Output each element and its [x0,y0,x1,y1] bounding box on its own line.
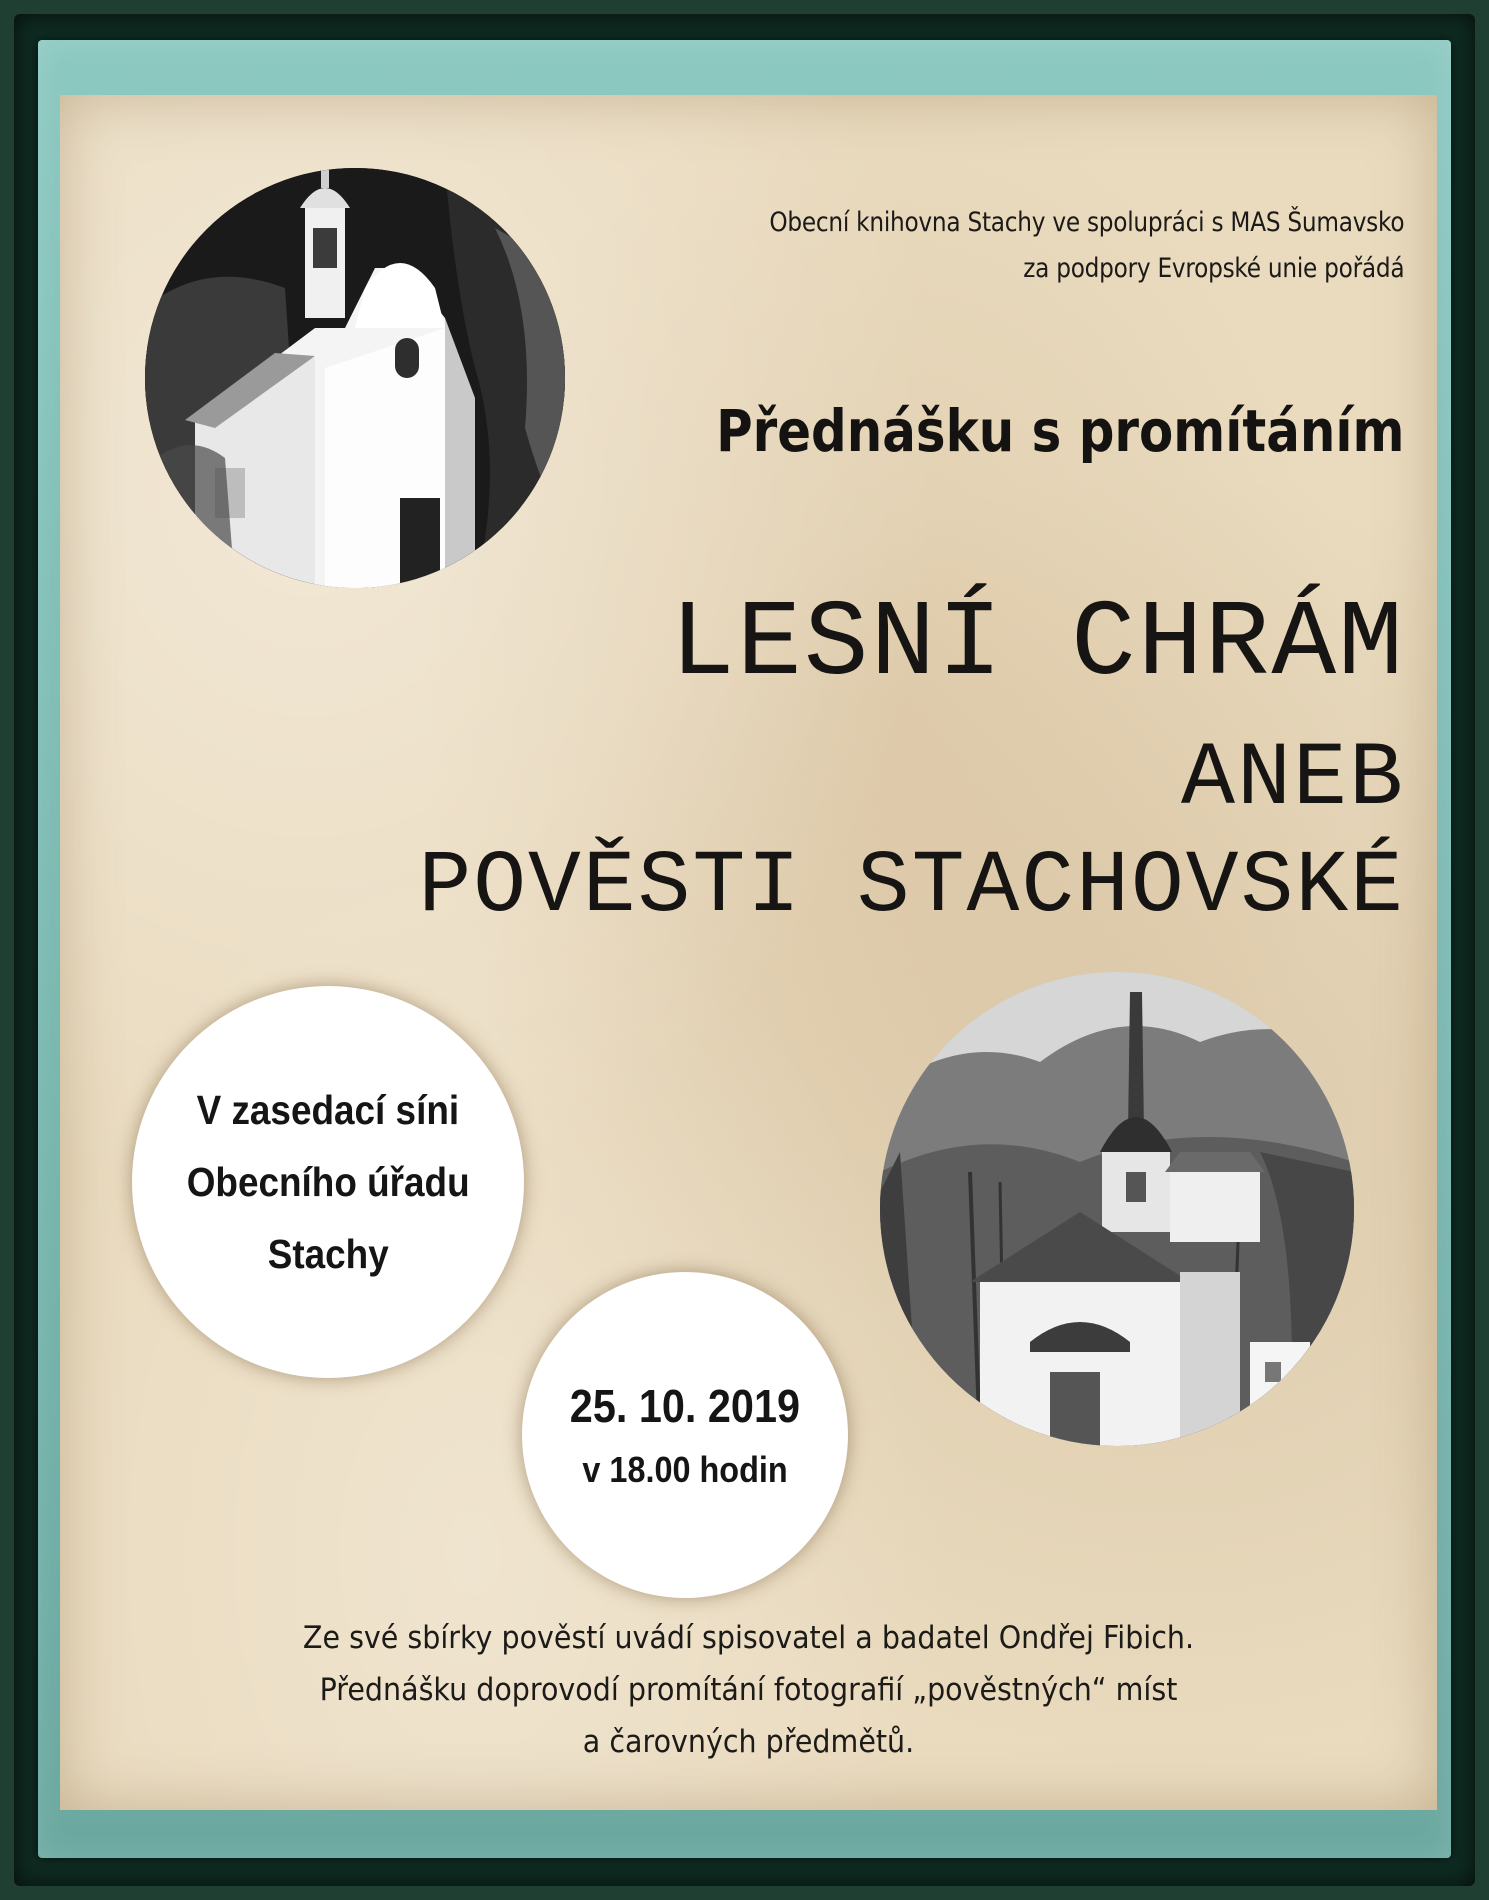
event-time: v 18.00 hodin [582,1449,788,1490]
organizer-text [769,200,1404,292]
organizer-line-2: za podpory Evropské unie pořádá [1022,253,1404,284]
venue-line-2: Obecního úřadu [186,1159,470,1205]
description [115,1612,1382,1768]
chapel-photo-bottom [880,972,1354,1446]
event-title: LESNÍ CHRÁM [670,584,1405,706]
event-title-connector: ANEB [1180,729,1405,831]
event-date: 25. 10. 2019 [569,1380,801,1432]
description-line-1: Ze své sbírky pověstí uvádí spisovatel a badatel Ondřej Fibich. [302,1620,1195,1656]
chapel-photo-top [145,168,565,588]
chapel-photo-bottom-image [880,972,1354,1446]
organizer-line-1: Obecní knihovna Stachy ve spolupráci s MAS Šumavsko [769,207,1404,238]
venue-badge [132,986,524,1378]
venue-line-1: V zasedací síni [196,1087,460,1133]
event-subtitle: POVĚSTI STACHOVSKÉ [418,838,1405,937]
venue-line-3: Stachy [267,1231,389,1277]
lecture-title: Přednášku s promítáním [715,397,1404,465]
date-badge [522,1272,848,1598]
description-line-3: a čarovných předmětů. [582,1724,915,1760]
chapel-photo-top-image [145,168,565,588]
description-line-2: Přednášku doprovodí promítání fotografií „pověstných“ míst [319,1672,1178,1708]
